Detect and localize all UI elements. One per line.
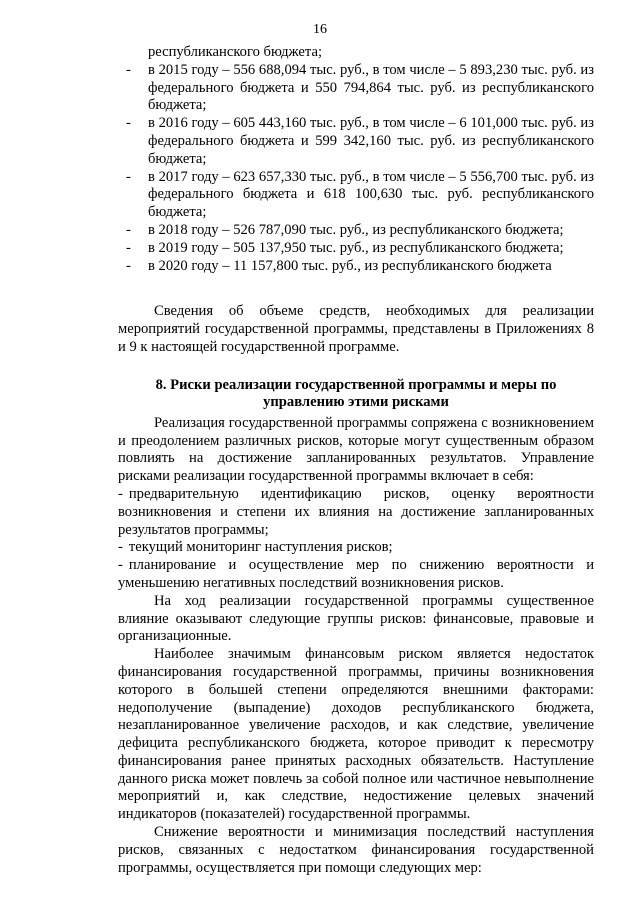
funding-item-text: в 2020 году – 11 157,800 тыс. руб., из республиканского бюджета: [148, 257, 552, 274]
funding-item-2020: [118, 258, 594, 276]
funding-item-text: в 2018 году – 526 787,090 тыс. руб., из республиканского бюджета;: [148, 221, 564, 238]
funding-item-2018: [118, 222, 594, 240]
measure-item: [118, 539, 594, 557]
list-dash: -: [126, 168, 131, 185]
measure-item: [118, 486, 594, 539]
section-heading: 8. Риски реализации государственной программы и меры по управлению этими рисками: [155, 376, 557, 410]
funding-item-text: в 2016 году – 605 443,160 тыс. руб., в том числе – 6 101,000 тыс. руб. из федерального бюджета и 599 342,160 тыс. руб. из республиканского бюджета;: [148, 115, 594, 167]
risk-groups-paragraph: На ход реализации государственной программы существенное влияние оказывают следующие группы рисков: финансовые, правовые и организационные.: [118, 592, 594, 645]
list-dash: -: [126, 221, 131, 238]
measure-text: планирование и осуществление мер по снижению вероятности и уменьшению негативных последствий возникновения рисков.: [118, 557, 594, 591]
list-dash: -: [126, 257, 131, 274]
list-dash: -: [126, 239, 131, 256]
funding-item-text: в 2015 году – 556 688,094 тыс. руб., в том числе – 5 893,230 тыс. руб. из федерального бюджета и 550 794,864 тыс. руб. из республиканского бюджета;: [148, 61, 594, 114]
funding-item-text: в 2019 году – 505 137,950 тыс. руб., из республиканского бюджета;: [148, 239, 564, 256]
spacer: [118, 357, 594, 377]
risk-intro-paragraph: Реализация государственной программы сопряжена с возникновением и преодолением различных рисков, которые могут существенным образом повлиять на достижение запланированных результатов. Управление рисками реализации государственной программы включает в себя:: [118, 414, 594, 485]
list-dash: -: [126, 115, 131, 132]
spacer: [118, 275, 594, 303]
funding-item-2016: [118, 115, 594, 168]
financial-risk-paragraph: Наиболее значимым финансовым риском является недостаток финансирования государственной программы, причины возникновения которого в большей степени определяются внешними факторами: недополучение (выпадение) доходов республиканского бюджета, незапланированное увеличение расходов, и как следствие, увеличение дефицита республиканского бюджета, которое приводит к пересмотру финансирования ранее принятых расходных обязательств. Наступление данного риска может повлечь за собой полное или частичное невыполнение мероприятий и, как следствие, недостижение целевых значений индикаторов (показателей) государственной программы.: [118, 646, 594, 823]
list-dash: -: [118, 485, 123, 502]
funding-item-2019: [118, 240, 594, 258]
page-content: [118, 44, 594, 877]
funding-list: [118, 62, 594, 276]
funding-item-text: в 2017 году – 623 657,330 тыс. руб., в том числе – 5 556,700 тыс. руб. из федерального бюджета и 618 100,630 тыс. руб. республиканского бюджета;: [148, 168, 594, 221]
funding-item-2015: [118, 62, 594, 115]
funding-continuation: республиканского бюджета;: [148, 44, 322, 60]
funding-item-2017: [118, 169, 594, 222]
mitigation-paragraph: Снижение вероятности и минимизация последствий наступления рисков, связанных с недостатком финансирования государственной программы, осуществляется при помощи следующих мер:: [118, 824, 594, 876]
appendix-note-paragraph: Сведения об объеме средств, необходимых для реализации мероприятий государственной программы, представлены в Приложениях 8 и 9 к настоящей государственной программе.: [118, 303, 594, 355]
measure-text: предварительную идентификацию рисков, оценку вероятности возникновения и степени их влияния на достижение запланированных результатов программы;: [118, 485, 594, 538]
page-number: 16: [313, 22, 327, 37]
measure-item: [118, 557, 594, 593]
measure-text: текущий мониторинг наступления рисков;: [128, 539, 393, 556]
list-dash: -: [126, 61, 131, 78]
list-dash: -: [118, 557, 123, 574]
list-dash: -: [118, 539, 123, 556]
